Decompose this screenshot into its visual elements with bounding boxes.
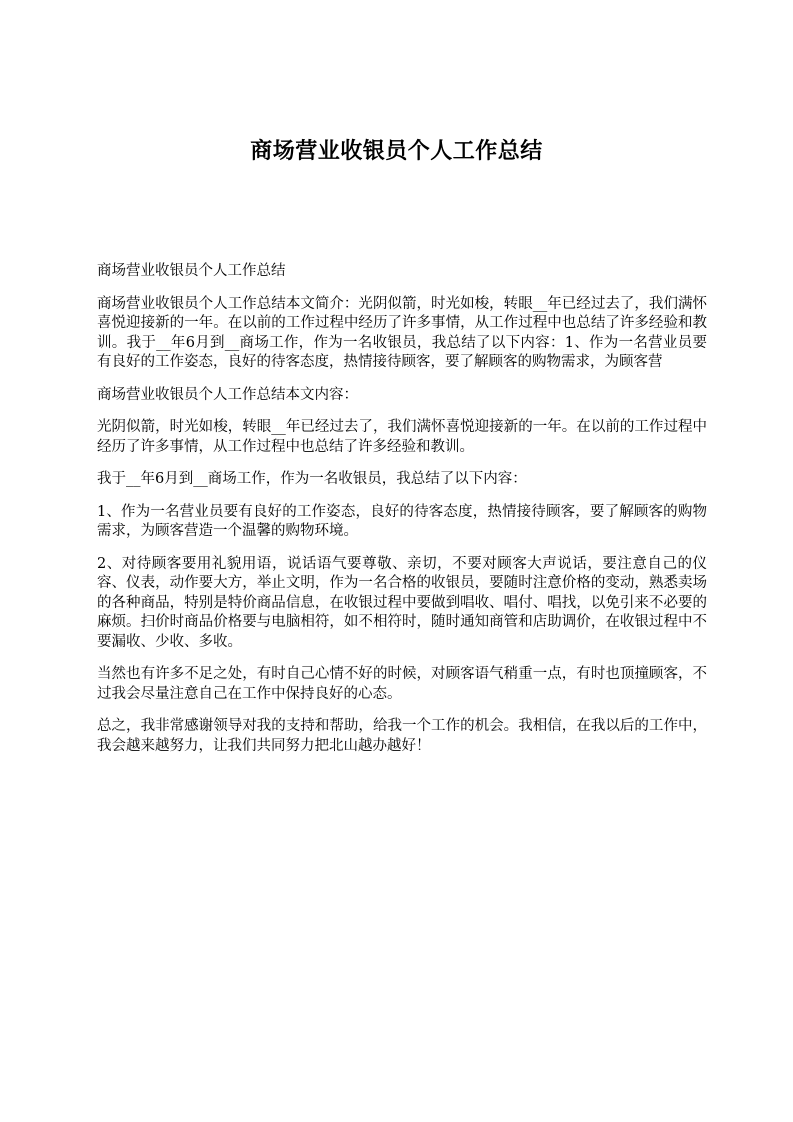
paragraph-start: 我于__年6月到__商场工作，作为一名收银员，我总结了以下内容： [97, 471, 527, 487]
paragraph-subtitle: 商场营业收银员个人工作总结 [97, 263, 286, 279]
paragraph-intro: 光阴似箭，时光如梭，转眼__年已经过去了，我们满怀喜悦迎接新的一年。在以前的工作过程中经历了许多事情，从工作过程中也总结了许多经验和教训。 [97, 419, 707, 455]
paragraph-summary: 商场营业收银员个人工作总结本文简介：光阴似箭，时光如梭，转眼__年已经过去了，我们满怀喜悦迎接新的一年。在以前的工作过程中经历了许多事情，从工作过程中也总结了许多经验和教训。我于__年6月到__商场工作，作为一名收银员，我总结了以下内容：1、作为一名营业员要有良好的工作姿态，良好的待客态度，热情接待顾客，要了解顾客的购物需求，为顾客营 [97, 295, 707, 370]
document-title: 商场营业收银员个人工作总结 [250, 139, 543, 164]
paragraph-conclusion: 总之，我非常感谢领导对我的支持和帮助，给我一个工作的机会。我相信，在我以后的工作中，我会越来越努力，让我们共同努力把北山越办越好！ [97, 718, 707, 754]
document-body [97, 262, 707, 769]
paragraph-content-heading: 商场营业收银员个人工作总结本文内容： [97, 386, 358, 403]
paragraph-point-2: 2、对待顾客要用礼貌用语，说话语气要尊敬、亲切，不要对顾客大声说话，要注意自己的仪容、仪表，动作要大方，举止文明，作为一名合格的收银员，要随时注意价格的变动，熟悉卖场的各种商品，特别是特价商品信息，在收银过程中要做到唱收、唱付、唱找，以免引来不必要的麻烦。扫价时商品价格要与电脑相符，如不相符时，随时通知商管和店助调价，在收银过程中不要漏收、少收、多收。 [97, 555, 707, 650]
paragraph-point-1: 1、作为一名营业员要有良好的工作姿态，良好的待客态度，热情接待顾客，要了解顾客的购物需求，为顾客营造一个温馨的购物环境。 [97, 503, 707, 539]
paragraph-shortcomings: 当然也有许多不足之处，有时自己心情不好的时候，对顾客语气稍重一点，有时也顶撞顾客，不过我会尽量注意自己在工作中保持良好的心态。 [97, 666, 707, 702]
